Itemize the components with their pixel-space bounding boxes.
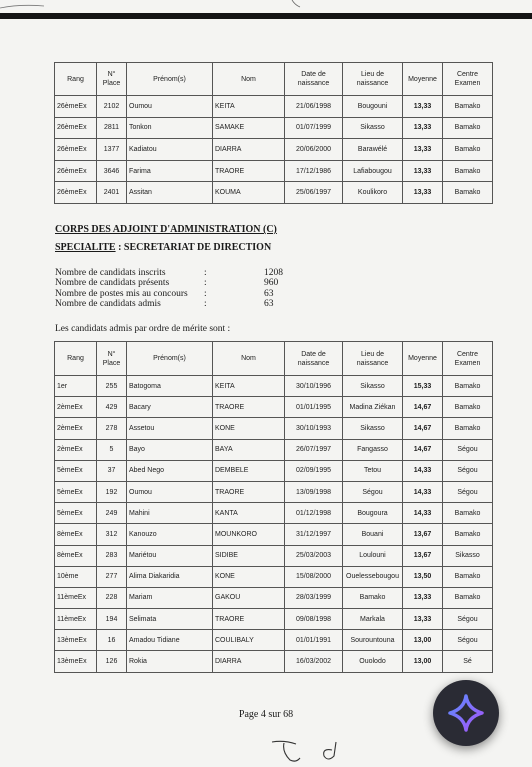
cell-place: 2401 — [97, 182, 127, 204]
cell-lieu-naissance: Tetou — [343, 460, 403, 481]
cell-centre-examen: Ségou — [443, 609, 493, 630]
cell-prenom: Mahini — [127, 503, 213, 524]
column-header-place: N° Place — [97, 63, 127, 96]
column-header-lieu-naissance: Lieu de naissance — [343, 63, 403, 96]
cell-rang: 1er — [55, 376, 97, 397]
cell-centre-examen: Sé — [443, 651, 493, 672]
stat-value: 63 — [264, 288, 274, 299]
cell-rang: 5èmeEx — [55, 460, 97, 481]
table-row — [55, 503, 493, 524]
cell-nom: COULIBALY — [213, 630, 285, 651]
cell-lieu-naissance: Bougoura — [343, 503, 403, 524]
cell-rang: 26èmeEx — [55, 139, 97, 161]
cell-lieu-naissance: Sikasso — [343, 117, 403, 139]
cell-centre-examen: Bamako — [443, 397, 493, 418]
cell-centre-examen: Sikasso — [443, 545, 493, 566]
cell-moyenne: 14,67 — [403, 397, 443, 418]
cell-nom: TRAORE — [213, 397, 285, 418]
cell-nom: SIDIBE — [213, 545, 285, 566]
cell-centre-examen: Bamako — [443, 524, 493, 545]
column-header-place: N° Place — [97, 342, 127, 376]
cell-centre-examen: Ségou — [443, 460, 493, 481]
cell-moyenne: 13,33 — [403, 587, 443, 608]
cell-nom: KONE — [213, 566, 285, 587]
cell-rang: 2èmeEx — [55, 397, 97, 418]
cell-rang: 10ème — [55, 566, 97, 587]
column-header-centre-examen: Centre Examen — [443, 63, 493, 96]
cell-centre-examen: Bamako — [443, 139, 493, 161]
cell-place: 3646 — [97, 160, 127, 182]
stat-row: Nombre de candidats présents : 960 — [55, 278, 304, 288]
cell-moyenne: 14,67 — [403, 439, 443, 460]
cell-rang: 26èmeEx — [55, 96, 97, 118]
cell-date-naissance: 25/03/2003 — [285, 545, 343, 566]
specialite-heading: SPECIALITE : SECRETARIAT DE DIRECTION — [55, 242, 272, 253]
cell-centre-examen: Bamako — [443, 587, 493, 608]
cell-place: 192 — [97, 481, 127, 502]
cell-moyenne: 13,33 — [403, 117, 443, 139]
stat-value: 63 — [264, 298, 274, 309]
table-row — [55, 481, 493, 502]
cell-nom: TRAORE — [213, 609, 285, 630]
cell-prenom: Tonkon — [127, 117, 213, 139]
cell-centre-examen: Bamako — [443, 566, 493, 587]
cell-lieu-naissance: Ouelessebougou — [343, 566, 403, 587]
cell-prenom: Alima Diakaridia — [127, 566, 213, 587]
scan-top-border — [0, 13, 532, 19]
cell-prenom: Abed Nego — [127, 460, 213, 481]
cell-lieu-naissance: Bouani — [343, 524, 403, 545]
table-row — [55, 651, 493, 672]
table-header-row — [55, 342, 493, 376]
cell-date-naissance: 17/12/1986 — [285, 160, 343, 182]
cell-nom: KEITA — [213, 96, 285, 118]
cell-centre-examen: Bamako — [443, 182, 493, 204]
cell-place: 277 — [97, 566, 127, 587]
stat-value: 1208 — [264, 268, 283, 278]
cell-date-naissance: 28/03/1999 — [285, 587, 343, 608]
cell-date-naissance: 01/12/1998 — [285, 503, 343, 524]
table-row — [55, 160, 493, 182]
table-row — [55, 397, 493, 418]
column-header-nom: Nom — [213, 63, 285, 96]
stat-label: Nombre de postes mis au concours — [55, 288, 188, 299]
cell-prenom: Amadou Tidiane — [127, 630, 213, 651]
cell-prenom: Rokia — [127, 651, 213, 672]
cell-date-naissance: 01/01/1991 — [285, 630, 343, 651]
cell-centre-examen: Ségou — [443, 630, 493, 651]
cell-centre-examen: Bamako — [443, 96, 493, 118]
cell-moyenne: 14,33 — [403, 460, 443, 481]
cell-place: 126 — [97, 651, 127, 672]
table-row — [55, 545, 493, 566]
cell-moyenne: 13,00 — [403, 651, 443, 672]
cell-moyenne: 13,50 — [403, 566, 443, 587]
cell-rang: 13èmeEx — [55, 630, 97, 651]
cell-place: 255 — [97, 376, 127, 397]
cell-prenom: Kanouzo — [127, 524, 213, 545]
cell-lieu-naissance: Madina Ziékan — [343, 397, 403, 418]
cell-date-naissance: 15/08/2000 — [285, 566, 343, 587]
column-header-prenom: Prénom(s) — [127, 342, 213, 376]
cell-place: 283 — [97, 545, 127, 566]
cell-nom: TRAORE — [213, 481, 285, 502]
column-header-lieu-naissance: Lieu de naissance — [343, 342, 403, 376]
cell-place: 2811 — [97, 117, 127, 139]
cell-moyenne: 14,33 — [403, 481, 443, 502]
column-header-centre-examen: Centre Examen — [443, 342, 493, 376]
cell-date-naissance: 30/10/1996 — [285, 376, 343, 397]
cell-place: 429 — [97, 397, 127, 418]
cell-date-naissance: 26/07/1997 — [285, 439, 343, 460]
stat-row: Nombre de postes mis au concours : 63 — [55, 289, 304, 299]
results-table-continued — [54, 62, 493, 204]
cell-centre-examen: Ségou — [443, 481, 493, 502]
cell-moyenne: 13,33 — [403, 182, 443, 204]
column-header-nom: Nom — [213, 342, 285, 376]
cell-prenom: Oumou — [127, 481, 213, 502]
cell-date-naissance: 25/06/1997 — [285, 182, 343, 204]
cell-nom: KOUMA — [213, 182, 285, 204]
cell-rang: 8èmeEx — [55, 524, 97, 545]
cell-place: 16 — [97, 630, 127, 651]
cell-moyenne: 13,33 — [403, 96, 443, 118]
cell-rang: 26èmeEx — [55, 160, 97, 182]
cell-place: 312 — [97, 524, 127, 545]
cell-lieu-naissance: Sourountouna — [343, 630, 403, 651]
cell-centre-examen: Bamako — [443, 160, 493, 182]
cell-lieu-naissance: Bougouni — [343, 96, 403, 118]
cell-lieu-naissance: Markala — [343, 609, 403, 630]
cell-centre-examen: Bamako — [443, 376, 493, 397]
cell-lieu-naissance: Ségou — [343, 481, 403, 502]
cell-moyenne: 13,67 — [403, 545, 443, 566]
cell-lieu-naissance: Sikasso — [343, 418, 403, 439]
cell-lieu-naissance: Ouolodo — [343, 651, 403, 672]
cell-nom: SAMAKE — [213, 117, 285, 139]
cell-centre-examen: Ségou — [443, 439, 493, 460]
cell-date-naissance: 13/09/1998 — [285, 481, 343, 502]
cell-moyenne: 13,67 — [403, 524, 443, 545]
table-row — [55, 630, 493, 651]
page-number: Page 4 sur 68 — [238, 709, 294, 720]
cell-place: 278 — [97, 418, 127, 439]
cell-date-naissance: 09/08/1998 — [285, 609, 343, 630]
cell-place: 5 — [97, 439, 127, 460]
cell-moyenne: 14,67 — [403, 418, 443, 439]
table-row — [55, 139, 493, 161]
cell-rang: 2èmeEx — [55, 418, 97, 439]
table-row — [55, 96, 493, 118]
cell-prenom: Selimata — [127, 609, 213, 630]
assistant-button[interactable] — [433, 680, 499, 746]
cell-prenom: Mariam — [127, 587, 213, 608]
table-row — [55, 376, 493, 397]
stat-value: 960 — [264, 278, 279, 289]
column-header-prenom: Prénom(s) — [127, 63, 213, 96]
cell-moyenne: 13,33 — [403, 160, 443, 182]
cell-moyenne: 13,00 — [403, 630, 443, 651]
cell-nom: KONE — [213, 418, 285, 439]
admitted-intro: Les candidats admis par ordre de mérite sont : — [55, 324, 231, 334]
cell-prenom: Mariétou — [127, 545, 213, 566]
cell-place: 37 — [97, 460, 127, 481]
cell-rang: 2èmeEx — [55, 439, 97, 460]
cell-lieu-naissance: Loulouni — [343, 545, 403, 566]
cell-rang: 5èmeEx — [55, 481, 97, 502]
cell-date-naissance: 31/12/1997 — [285, 524, 343, 545]
cell-date-naissance: 20/06/2000 — [285, 139, 343, 161]
stat-label: Nombre de candidats admis — [55, 298, 161, 309]
cell-date-naissance: 01/07/1999 — [285, 117, 343, 139]
scan-mark — [0, 0, 532, 14]
table-header-row — [55, 63, 493, 96]
cell-nom: DIARRA — [213, 139, 285, 161]
candidate-statistics — [55, 268, 304, 309]
cell-nom: DEMBELE — [213, 460, 285, 481]
table-row — [55, 439, 493, 460]
column-header-rang: Rang — [55, 63, 97, 96]
table-row — [55, 587, 493, 608]
cell-nom: KANTA — [213, 503, 285, 524]
cell-nom: MOUNKORO — [213, 524, 285, 545]
cell-nom: BAYA — [213, 439, 285, 460]
cell-prenom: Kadiatou — [127, 139, 213, 161]
cell-lieu-naissance: Koulikoro — [343, 182, 403, 204]
cell-nom: KEITA — [213, 376, 285, 397]
table-row — [55, 524, 493, 545]
cell-moyenne: 14,33 — [403, 503, 443, 524]
cell-prenom: Assetou — [127, 418, 213, 439]
column-header-rang: Rang — [55, 342, 97, 376]
cell-date-naissance: 16/03/2002 — [285, 651, 343, 672]
cell-place: 249 — [97, 503, 127, 524]
cell-rang: 11èmeEx — [55, 587, 97, 608]
table-row — [55, 460, 493, 481]
cell-moyenne: 13,33 — [403, 139, 443, 161]
cell-rang: 26èmeEx — [55, 182, 97, 204]
stat-row: Nombre de candidats inscrits : 1208 — [55, 268, 304, 278]
cell-lieu-naissance: Lafiabougou — [343, 160, 403, 182]
cell-date-naissance: 01/01/1995 — [285, 397, 343, 418]
cell-date-naissance: 30/10/1993 — [285, 418, 343, 439]
cell-place: 228 — [97, 587, 127, 608]
cell-place: 194 — [97, 609, 127, 630]
cell-lieu-naissance: Fangasso — [343, 439, 403, 460]
cell-place: 1377 — [97, 139, 127, 161]
stat-label: Nombre de candidats inscrits — [55, 268, 166, 278]
cell-lieu-naissance: Barawélé — [343, 139, 403, 161]
cell-centre-examen: Bamako — [443, 503, 493, 524]
sparkle-icon — [446, 693, 486, 733]
cell-prenom: Bacary — [127, 397, 213, 418]
column-header-date-naissance: Date de naissance — [285, 342, 343, 376]
column-header-moyenne: Moyenne — [403, 63, 443, 96]
cell-rang: 5èmeEx — [55, 503, 97, 524]
stat-row: Nombre de candidats admis : 63 — [55, 299, 304, 309]
cell-rang: 8èmeEx — [55, 545, 97, 566]
cell-rang: 13èmeEx — [55, 651, 97, 672]
cell-rang: 11èmeEx — [55, 609, 97, 630]
cell-prenom: Oumou — [127, 96, 213, 118]
cell-lieu-naissance: Bamako — [343, 587, 403, 608]
cell-moyenne: 13,33 — [403, 609, 443, 630]
cell-prenom: Assitan — [127, 182, 213, 204]
cell-prenom: Batogoma — [127, 376, 213, 397]
handwritten-initials — [270, 738, 350, 764]
cell-nom: DIARRA — [213, 651, 285, 672]
cell-centre-examen: Bamako — [443, 117, 493, 139]
cell-nom: TRAORE — [213, 160, 285, 182]
column-header-date-naissance: Date de naissance — [285, 63, 343, 96]
section-title: CORPS DES ADJOINT D'ADMINISTRATION (C) — [55, 224, 277, 235]
stat-label: Nombre de candidats présents — [55, 278, 170, 289]
cell-centre-examen: Bamako — [443, 418, 493, 439]
cell-date-naissance: 21/06/1998 — [285, 96, 343, 118]
table-row — [55, 182, 493, 204]
column-header-moyenne: Moyenne — [403, 342, 443, 376]
table-row — [55, 609, 493, 630]
cell-prenom: Farima — [127, 160, 213, 182]
cell-prenom: Bayo — [127, 439, 213, 460]
cell-lieu-naissance: Sikasso — [343, 376, 403, 397]
cell-date-naissance: 02/09/1995 — [285, 460, 343, 481]
cell-place: 2102 — [97, 96, 127, 118]
cell-nom: GAKOU — [213, 587, 285, 608]
cell-moyenne: 15,33 — [403, 376, 443, 397]
table-row — [55, 418, 493, 439]
table-row — [55, 117, 493, 139]
table-row — [55, 566, 493, 587]
results-table-admitted — [54, 341, 493, 673]
cell-rang: 26èmeEx — [55, 117, 97, 139]
